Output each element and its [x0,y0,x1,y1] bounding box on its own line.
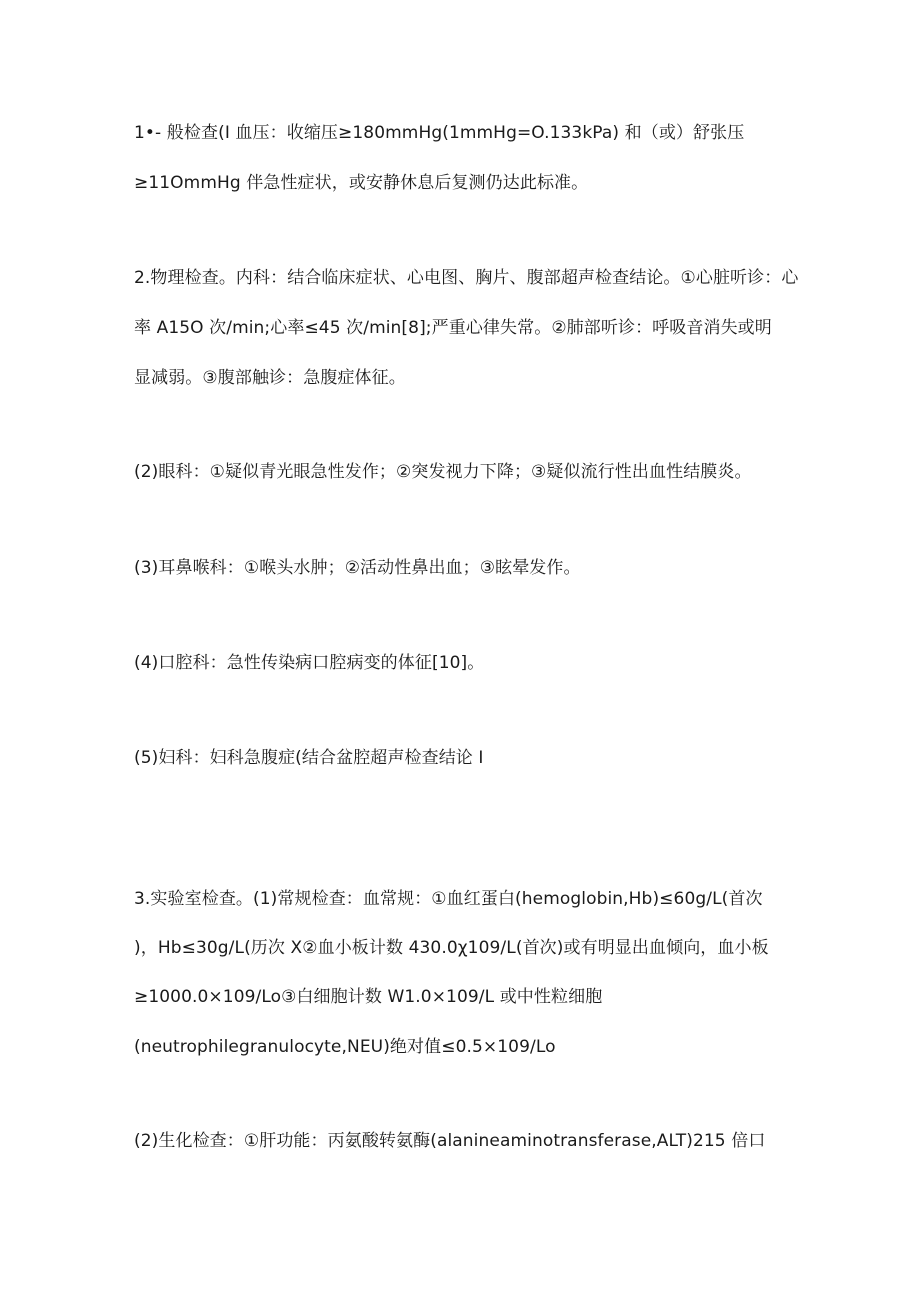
section-1-general-exam-line-2: ≥11OmmHg 伴急性症状，或安静休息后复测仍达此标准。 [134,173,589,193]
section-2-physical-exam-line-3: 显减弱。③腹部触诊：急腹症体征。 [134,368,406,388]
gynecology-item: (5)妇科：妇科急腹症(结合盆腔超声检查结论 I [134,748,484,768]
section-1-general-exam-line-1: 1•- 般检查(I 血压：收缩压≥180mmHg(1mmHg=O.133kPa) 和（或）舒张压 [134,123,745,143]
stomatology-item: (4)口腔科：急性传染病口腔病变的体征[10]。 [134,653,485,673]
section-3-lab-exam-line-1: 3.实验室检查。(1)常规检查：血常规：①血红蛋白(hemoglobin,Hb)≤60g∕L(首次 [134,889,763,909]
ophthalmology-item: (2)眼科：①疑似青光眼急性发作；②突发视力下降；③疑似流行性出血性结膜炎。 [134,462,752,482]
section-2-physical-exam-line-2: 率 A15O 次/min;心率≤45 次∕min[8];严重心律失常。②肺部听诊：呼吸音消失或明 [134,318,772,338]
ent-item: (3)耳鼻喉科：①喉头水肿；②活动性鼻出血；③眩晕发作。 [134,558,581,578]
biochemistry-item: (2)生化检查：①肝功能：丙氨酸转氨酶(alanineaminotransferase,ALT)215 倍口 [134,1131,766,1151]
section-3-lab-exam-line-4: (neutrophilegranulocyte,NEU)绝对值≤0.5×109∕Lo [134,1037,556,1057]
section-3-lab-exam-line-3: ≥1000.0×109∕Lo③白细胞计数 W1.0×109∕L 或中性粒细胞 [134,987,603,1007]
section-2-physical-exam-line-1: 2.物理检查。内科：结合临床症状、心电图、胸片、腹部超声检查结论。①心脏听诊：心 [134,268,799,288]
section-3-lab-exam-line-2: )，Hb≤30g/L(历次 X②血小板计数 430.0χ109/L(首次)或有明显出血倾向，血小板 [134,938,769,958]
